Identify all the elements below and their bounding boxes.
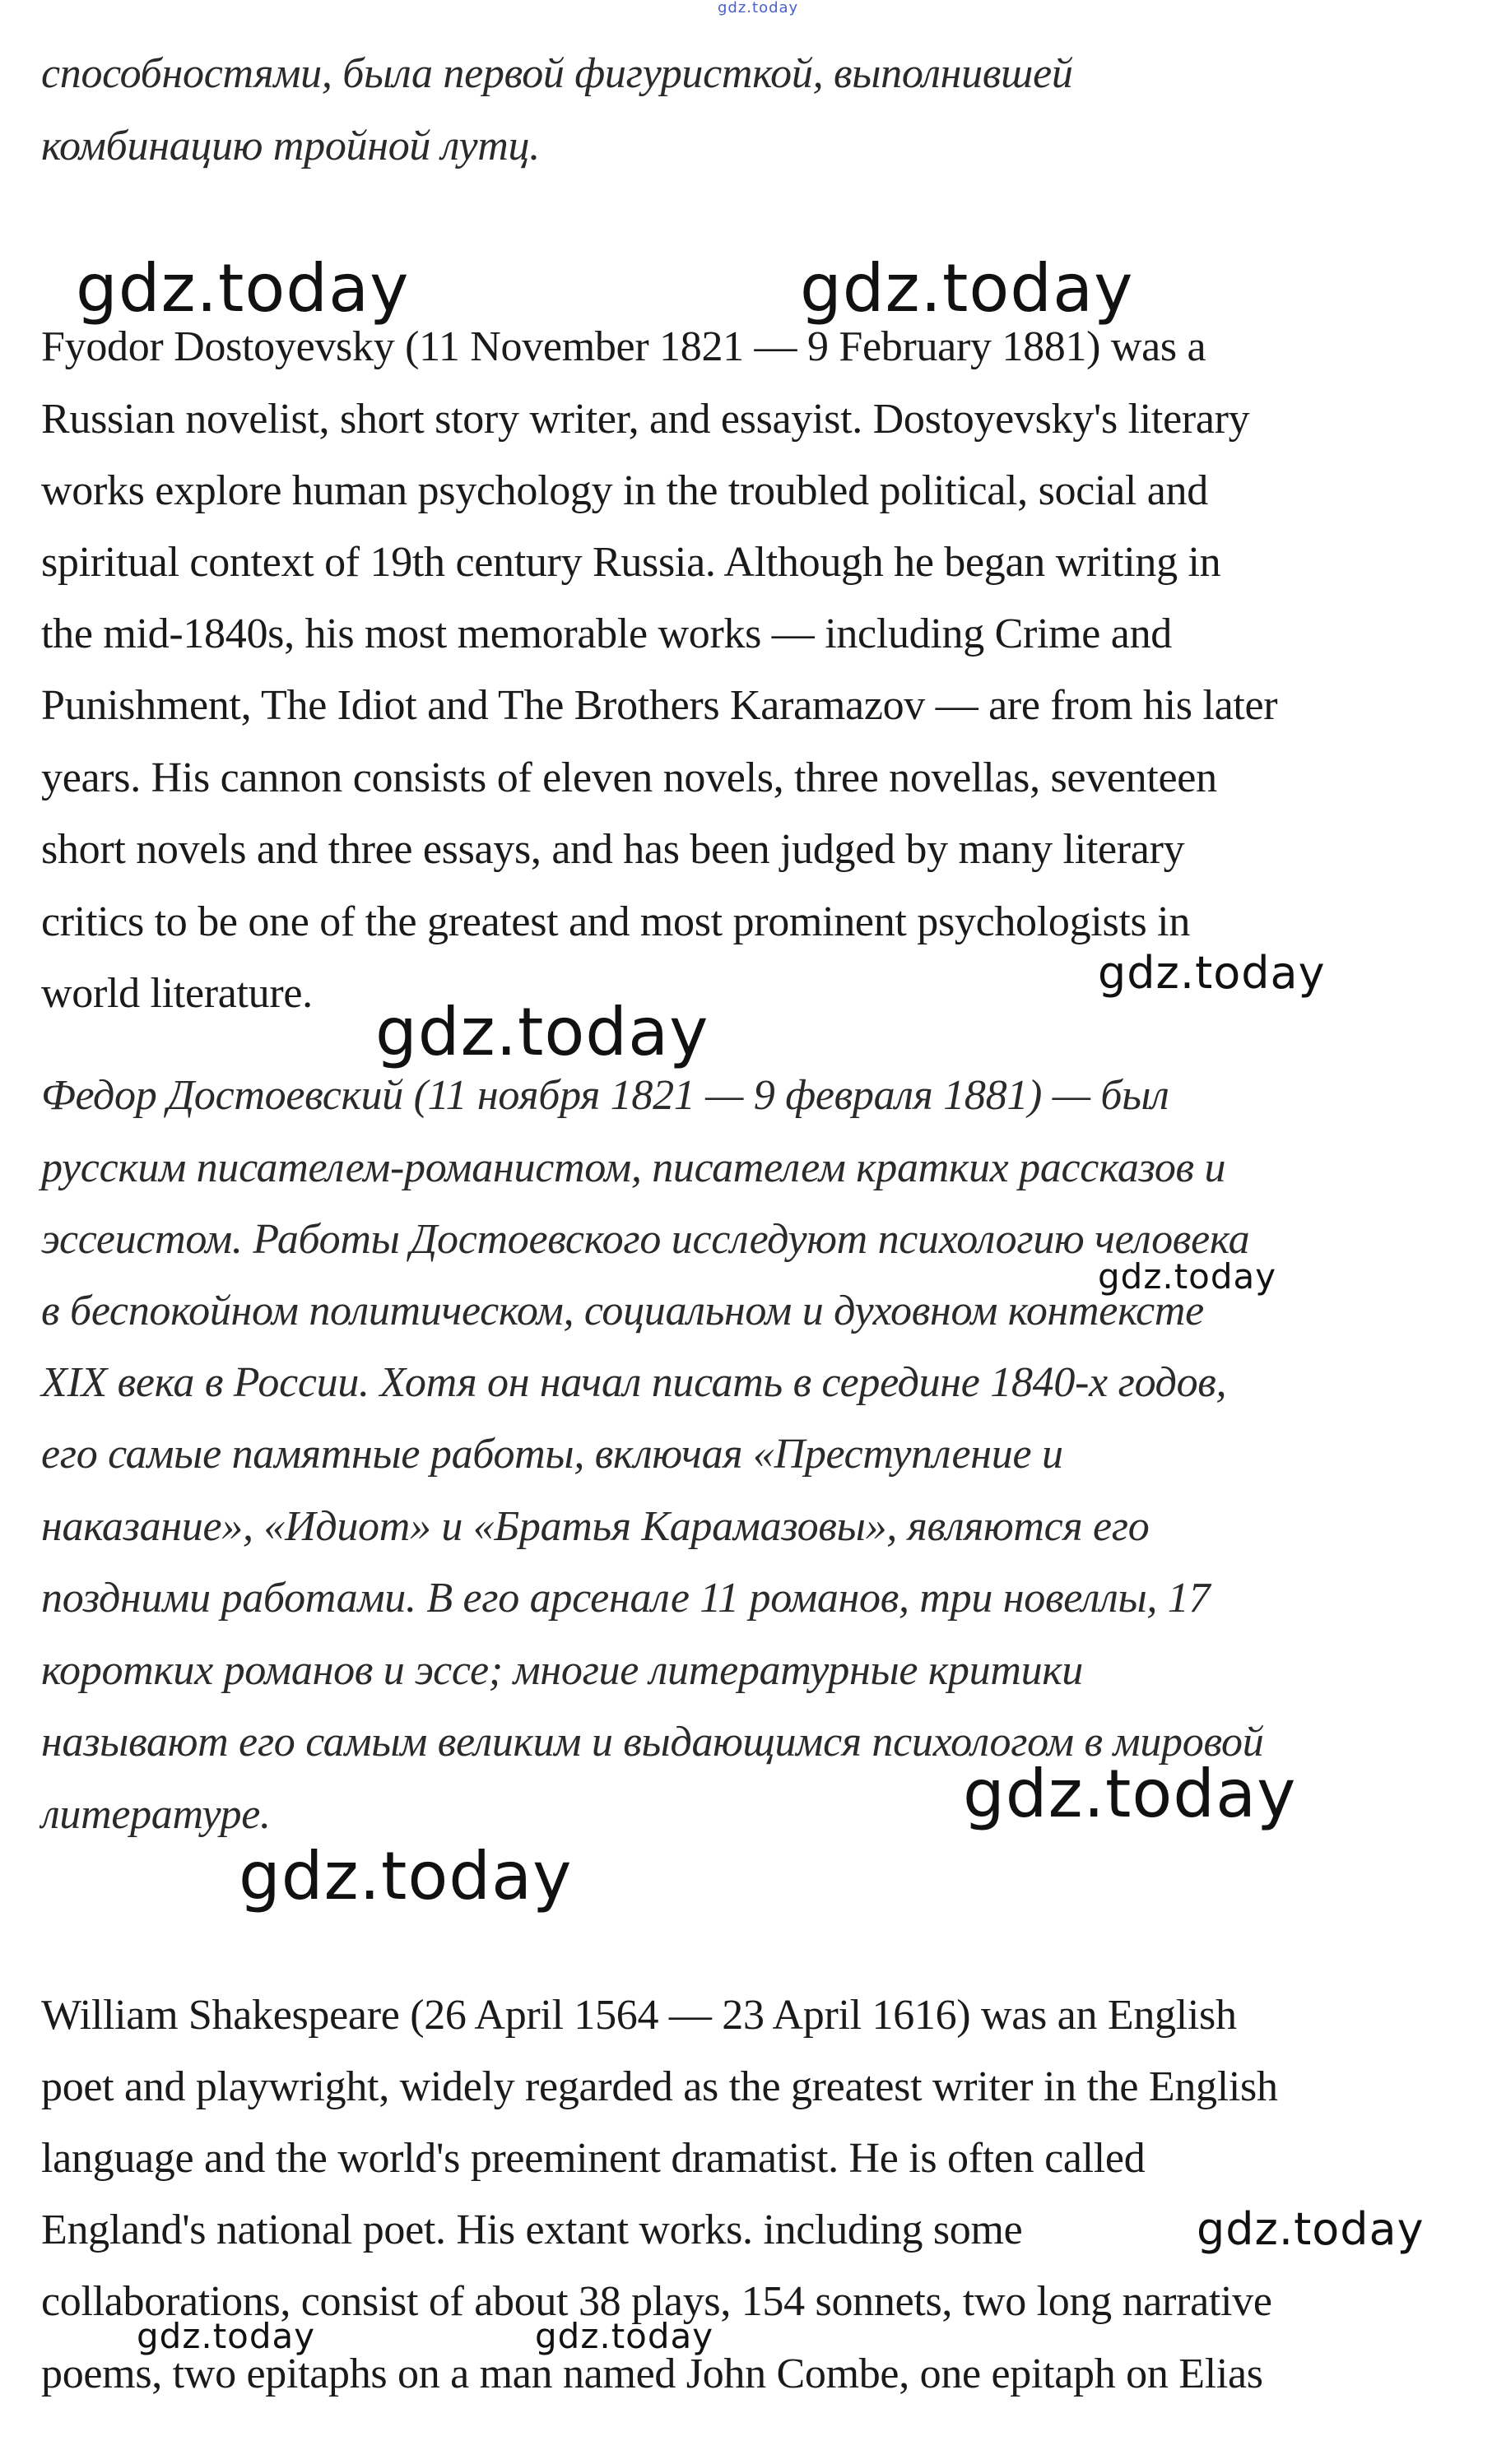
shakespeare-en-line-3: language and the world's preeminent dramatist. He is often called (41, 2135, 1146, 2182)
intro-ru-line-1: способностями, была первой фигуристкой, выполнившей (41, 50, 1073, 97)
dostoyevsky-en-line-9: critics to be one of the greatest and most prominent psychologists in (41, 898, 1191, 945)
shakespeare-en-line-4: England's national poet. His extant works. including some (41, 2206, 1023, 2253)
dostoyevsky-ru-line-6: его самые памятные работы, включая «Преступление и (41, 1431, 1063, 1478)
watermark-7: gdz.today (239, 1838, 573, 1914)
dostoyevsky-ru-line-8: поздними работами. В его арсенале 11 романов, три новеллы, 17 (41, 1575, 1211, 1622)
watermark-5: gdz.today (1098, 1256, 1277, 1297)
dostoyevsky-ru-line-11: литературе. (41, 1791, 271, 1838)
watermark-8: gdz.today (1197, 2203, 1425, 2255)
dostoyevsky-ru-line-5: XIX века в России. Хотя он начал писать в середине 1840-х годов, (41, 1359, 1227, 1406)
watermark-4: gdz.today (375, 994, 709, 1070)
dostoyevsky-ru-line-4: в беспокойном политическом, социальном и духовном контексте (41, 1288, 1204, 1334)
dostoyevsky-en-line-2: Russian novelist, short story writer, and essayist. Dostoyevsky's literary (41, 396, 1250, 443)
intro-ru-line-2: комбинацию тройной лутц. (41, 123, 540, 169)
dostoyevsky-ru-line-1: Федор Достоевский (11 ноября 1821 — 9 февраля 1881) — был (41, 1072, 1169, 1119)
watermark-2: gdz.today (800, 250, 1134, 327)
dostoyevsky-ru-line-9: коротких романов и эссе; многие литературные критики (41, 1647, 1083, 1694)
dostoyevsky-en-line-5: the mid-1840s, his most memorable works — including Crime and (41, 610, 1172, 657)
watermark-top: gdz.today (718, 0, 799, 16)
dostoyevsky-en-line-6: Punishment, The Idiot and The Brothers Karamazov — are from his later (41, 682, 1278, 729)
dostoyevsky-ru-line-3: эссеистом. Работы Достоевского исследуют психологию человека (41, 1216, 1250, 1263)
watermark-1: gdz.today (76, 250, 410, 327)
dostoyevsky-ru-line-7: наказание», «Идиот» и «Братья Карамазовы», являются его (41, 1503, 1150, 1550)
dostoyevsky-en-line-7: years. His cannon consists of eleven novels, three novellas, seventeen (41, 754, 1217, 801)
watermark-6: gdz.today (963, 1756, 1297, 1832)
dostoyevsky-ru-line-2: русским писателем-романистом, писателем кратких рассказов и (41, 1144, 1226, 1191)
dostoyevsky-en-line-8: short novels and three essays, and has been judged by many literary (41, 826, 1185, 873)
shakespeare-en-line-5: collaborations, consist of about 38 plays, 154 sonnets, two long narrative (41, 2278, 1272, 2325)
dostoyevsky-en-line-10: world literature. (41, 970, 313, 1017)
shakespeare-en-line-2: poet and playwright, widely regarded as the greatest writer in the English (41, 2063, 1278, 2110)
dostoyevsky-ru-line-10: называют его самым великим и выдающимся психологом в мировой (41, 1719, 1264, 1766)
shakespeare-en-line-1: William Shakespeare (26 April 1564 — 23 April 1616) was an English (41, 1992, 1237, 2039)
dostoyevsky-en-line-3: works explore human psychology in the troubled political, social and (41, 467, 1208, 514)
dostoyevsky-en-line-4: spiritual context of 19th century Russia. Although he began writing in (41, 539, 1221, 586)
shakespeare-en-line-6: poems, two epitaphs on a man named John Combe, one epitaph on Elias (41, 2350, 1263, 2397)
watermark-3: gdz.today (1098, 947, 1326, 999)
dostoyevsky-en-line-1: Fyodor Dostoyevsky (11 November 1821 — 9 February 1881) was a (41, 323, 1206, 370)
watermark-10: gdz.today (535, 2316, 714, 2356)
watermark-9: gdz.today (137, 2316, 316, 2356)
